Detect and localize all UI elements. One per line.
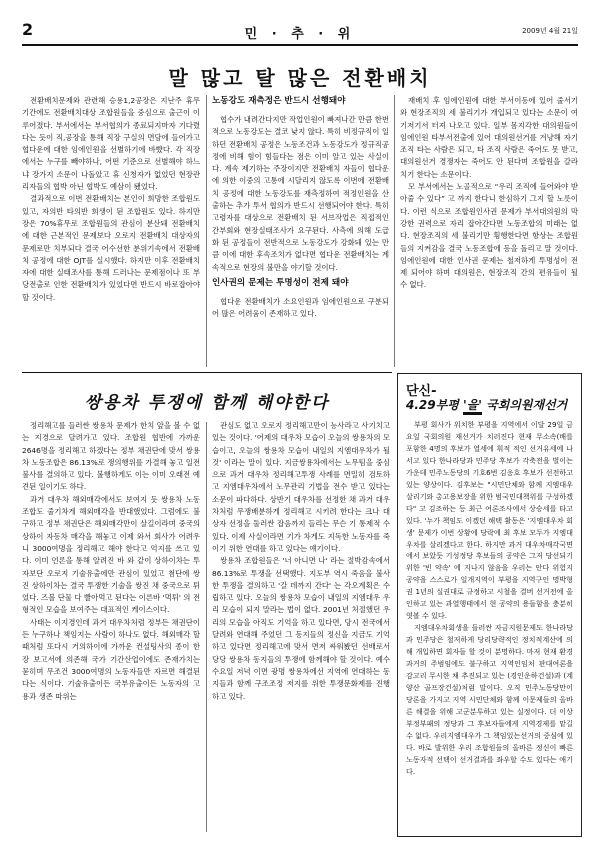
page-header <box>22 20 578 46</box>
sidebar-title-suffix: 국회의원재선거 <box>481 398 568 412</box>
article2-headline: 쌍용차 투쟁에 함께 해야한다 <box>84 393 330 413</box>
column-divider <box>206 95 207 367</box>
article1-col2-tail: 협다운 전환배치가 소요인원과 임에인원으로 구분되어 많은 어려움이 존재하고 있다. <box>212 296 389 319</box>
sidebar-news-box <box>397 373 582 837</box>
article1-col1-paragraph: 결과적으로 이번 전환배치는 본인이 희망한 조합원도 있고, 자의반 타의반 희생이 된 조합원도 있다. 하지만 장은 70%휴무로 조합원들의 관심이 분산돼 전환배치에 대한 근본적인 문제보다 오로지 전환배치 대상자의 문제로만 치부되다 결국 어수선한 분위기속에서 전환배치 공정에 대한 OJT를 실시했다. 하지만 이후 전환배치자에 대한 실태조사를 통해 드러나는 문제점이나 또 부당전출로 인한 전환배치가 있었다면 반드시 바로잡아야 할 것이다. <box>22 194 200 302</box>
article1-col1-paragraph: 전환배치문제와 관련해 승용1,2공장은 지난주 휴무기간에도 전환배치대상 조합원들을 중심으로 출근이 이루어졌다. 부서에서는 부서협의가 종료되지마자 기다렸다는 듯이 직,공장을 통해 직장 구실의 면담에 들어가고 협다운에 대한 임에인원을 선별하기에 바빴다. 각 직장에서는 누구를 빼야하나, 어떤 기준으로 선별해야 하느냐 장가지 소문이 나돌았고 휴 신청자가 없었던 현장관리자들의 협박 아닌 협박도 예삼이 됐었다. <box>22 96 200 192</box>
article2-column-2 <box>212 420 390 835</box>
article1-subheading-2: 인사권의 문제는 투명성이 전제 돼야 <box>212 277 349 288</box>
article1-col2-paragraph: 협수가 내려간다지만 작업인원이 빠져나간 만큼 한번적으로 노동강도는 결코 낮지 않다. 특히 비정규직이 일하던 전환배치 공정은 노동조건과 노동강도가 정규직공정에 비해 힘이 힘들다는 점은 이미 알고 있는 사실이다. 계속 제기하는 주장이지만 전환배치 자들이 협다운에 의한 이중의 고통에 시달리지 않도록 이번에 전환배치 공정에 대한 노동강도를 재측정하여 적정인원을 산출하는 추가 투서 협의가 반드시 선행되어야 한다. 특히 고령자를 대상으로 전환배치 된 서브작업은 직접적인 간부회와 현장실태조사가 요구된다. 사측에 의해 도급화 된 공정들이 전반적으로 노동강도가 강화돼 있는 만큼 이에 대한 후속조치가 없다면 협다운 전환배치는 계속적으로 현장의 불만을 야기할 것이다. <box>212 115 389 272</box>
article1-col3-paragraph: 재배치 후 임에인원에 대한 부서이동에 있어 줄서기와 현장조직의 세 불리기가 개입되고 있다는 소문이 여기저기서 터져 나오고 있다. 일부 몸지각한 대의원들이 임에인원 타부서전출에 있어 대의원선거를 겨냥해 자기조직 타는 사람은 되고, 타 조직 사람은 죽어도 못 받고, 대의원선거 경쟁자는 죽어도 안 된다며 조합원을 갈라치기 한다는 소문이다. <box>400 96 578 179</box>
article1-headline: 말 많고 탈 많은 전환배치 <box>168 66 432 90</box>
article2-col1-paragraph: 사태는 이지경인데 과거 대우차처럼 정부든 채권단이든 누구하나 책임지는 사람이 하나도 없다. 해외매각 할 때처럼 또다시 거의하이에 가까운 컨설팅사의 종이 한 장 보고서에 의존해 국가 기간산업이에도 존재가치는 묻히며 무조건 3000여명의 노동자들만 자르면 해결된다는 식이다. 기술유출이든 국부유출이든 노동자의 고용과 생존 따위는 <box>22 617 200 701</box>
masthead-title: 민 · 추 · 위 <box>244 27 356 42</box>
section-divider <box>22 372 392 373</box>
sidebar-kicker: 단신- <box>406 384 437 399</box>
sidebar-paragraph: 부평 회사가 위치한 부평을 지역에서 이달 29일 금요일 국회의원 재선거가 치러진다 현재 무소속(배를 포함한 4명의 후보가 열세에 휘적 적인 선거유세에 나서고 있다 한나라당과 민주당 후보가 각축전을 벌이는 가운데 민주노동당의 기호6번 김응호 후보가 선전하고 있는 양상이다. 김후보는 "시민단체와 함께 지엠대우살리기와 총고용보장을 위한 범국민대책위를 구성하겠다" 고 김조하는 등 최근 여론조사에서 상승세를 타고 있다. '누가 책임도 이겠던 해택 활동은 '지엠대우차 회생' 문제가 이번 상황에 당락에 최 후보 모두가 지엠대우차를 살리겠다고 한다. 하지만 과거 대우차매각국면에서 보았듯 기성정당 후보들의 공약은 그저 당선되기 위한 '빈 약속' 에 지나지 않음을 우리는 안다 위험지 공약을 스스로가 일개지역이 부평을 지역구인 명박형권 1년의 실권대로 규정하고 시철을 결버 선거전에 올인하고 있는 과열행태에서 현 공약의 용들함을 충분히 엿볼 수 있다. <box>406 420 573 621</box>
article1-column-2 <box>212 92 389 370</box>
article2-col1-paragraph: 정리해고를 들러싼 쌍용차 문제가 한치 앞을 볼 수 없는 지경으로 달려가고 있다. 조합원 협반에 가까운 2646명을 정리해고 하겠다는 정부 채권단에 맞서 쌍용차 노동조합은 86.13%로 쟁의행위를 가결해 놓고 일전 불사를 결의하고 있다. 불행하게도 이는 이미 오래전 예견된 일이기도 하다. <box>22 421 200 492</box>
article2-col1-paragraph: 과거 대우차 해외매각에서도 보여지 듯 쌍용차 노동조합도 줄기차게 해외매각을 반대했었다. 그럼에도 불구하고 정부 채권단은 해외매각만이 살길이라며 중국의 상하이 자동차 매각을 해놓고 이제 와서 회사가 어려우니 3000여명을 정리해고 해야 한다고 억지를 쓰고 있다. 이미 언론을 통해 알려진 바 와 같이 상하이차는 투자보단 오로지 기술유출에만 관심이 있었고 첨단에 쌍진 상하이차는 결국 투쟁한 기술을 쌍진 채 중국으로 튀었다. 즈블 단물 다 빨아먹고 된다는 이른바 '먹튀' 의 전형적인 모습을 보여주는 대표적인 케이스이다. <box>22 494 200 615</box>
sidebar-title <box>406 396 567 413</box>
article1-column-3 <box>400 95 578 367</box>
sidebar-paragraph: 지엠대우차회생을 들러싼 자금지원문제도 한나라당과 민주당은 철저하게 당리당략적인 정치적계산에 의해 개입하면 회자들 할 것이 분명하다. 마저 현재 환경과거의 주범임에도 불구하고 지역인임처 판대여론을 감고리 무시한 채 추진되고 있는 (경인운하건설)과 (계양산 골프장건설)처럼 말이다. 오직 민주노동당만이 당론을 가지고 지역 시민단체와 함께 이문제들의 올바른 해결을 위해 고군분투하고 있는 실정이다. 더 이상 부정부패의 정당과 그 후보자들에게 지역경제를 맡길 수 없다. 우리지엠대우가 그 책임있는선거의 중심에 있다. 바로 발위한 우리 조합원들의 올바른 정신이 빠른 노동자적 선택이 선거결과를 좌우할 수도 있다는 애기다. <box>406 623 573 776</box>
sidebar-title-prefix: 4.29부평 <box>406 398 463 412</box>
article2-col2-paragraph: 관심도 없고 오로지 정리해고만이 능사라고 사기치고 있는 것이다. '어제의 대우차 모습이 오늘의 쌍용차의 모습이고, 오늘의 쌍용차 모습이 내일의 지엠대우차가 될 것' 이라는 말이 있다. 지금쌍용차에서는 노무팀을 중심으로 과거 대우차 정리해고투쟁 사례를 면밀히 검토하고 지엠대우차에서 노무관리 기법을 전수 받고 있다는 소문이 파다하다. 상반기 대우차를 선정한 채 과거 대우차처럼 무쟁배분하게 정리해고 시키려 한다는 크나 대상자 선정을 둘러싼 잡음까지 들리는 무슨 기 통제적 수 있다. 이제 사실이라면 기가 차게도 지독한 노동자를 죽이기 위한 연대를 하고 있다는 얘기이다. <box>212 421 390 553</box>
article1-subheading-1: 노동강도 재측정은 반드시 선행돼야 <box>212 96 346 106</box>
sidebar-body <box>406 419 573 829</box>
article1-col3-paragraph: 모 부서에서는 노골적으로 “우리 조직에 들어와야 받아줄 수 있다” 고 까지 한다니 한심하기 그지 할 노릇이다. 이런 식으로 조합원인사권 문제가 부서대의원의 막강한 권력으로 자리 잡아간다면 노동조합의 미래는 없다. 현장조직의 세 불리기만 횡행한다면 항상는 조합원들의 지켜감을 결국 노동조합에 등을 돌리고 말 것이다. 임에인원에 대한 인사권 문제는 철저하게 투명성이 전제 되어야 하며 대의원은, 현장조직 간의 편유들이 될 수 없다. <box>400 182 578 290</box>
issue-date: 2009년 4월 21일 <box>522 27 578 35</box>
article2-col2-paragraph: 쌍용차 조합원들은 '너 아니면 나' 라는 절박감속에서 86.13%로 투쟁을 선택했다. 지도부 역시 죽음을 불사한 투쟁을 결의하고 '갈 데까지 간다' 는 각오계획은 수립하고 있다. 오늘의 쌍용차 모습이 내일의 지엠대우 우리 모습이 되지 말라는 법이 없다. 2001년 처절했던 우리의 모습을 아직도 기억을 하고 있다면, 당시 전국에서 달려와 연대해 주었던 그 동지들의 정신을 지금도 기억 하고 있다면 정리해고에 맞서 면저 싸워봤던 선배로서 당당 쌍용차 동지들의 투쟁에 함께해야 할 것이다. 예수 수요일 저녁 이면 광명 쌍용차에선 지역에 연대하는 동지들과 함께 구조조정 저지를 위한 투쟁문화제를 진행하고 있다. <box>212 556 390 701</box>
page-number: 2 <box>22 20 34 39</box>
sidebar-title-quote: '을' <box>463 398 482 415</box>
column-divider <box>206 422 207 832</box>
article1-column-1 <box>22 95 200 370</box>
article2-column-1 <box>22 420 200 835</box>
column-divider <box>394 95 395 367</box>
